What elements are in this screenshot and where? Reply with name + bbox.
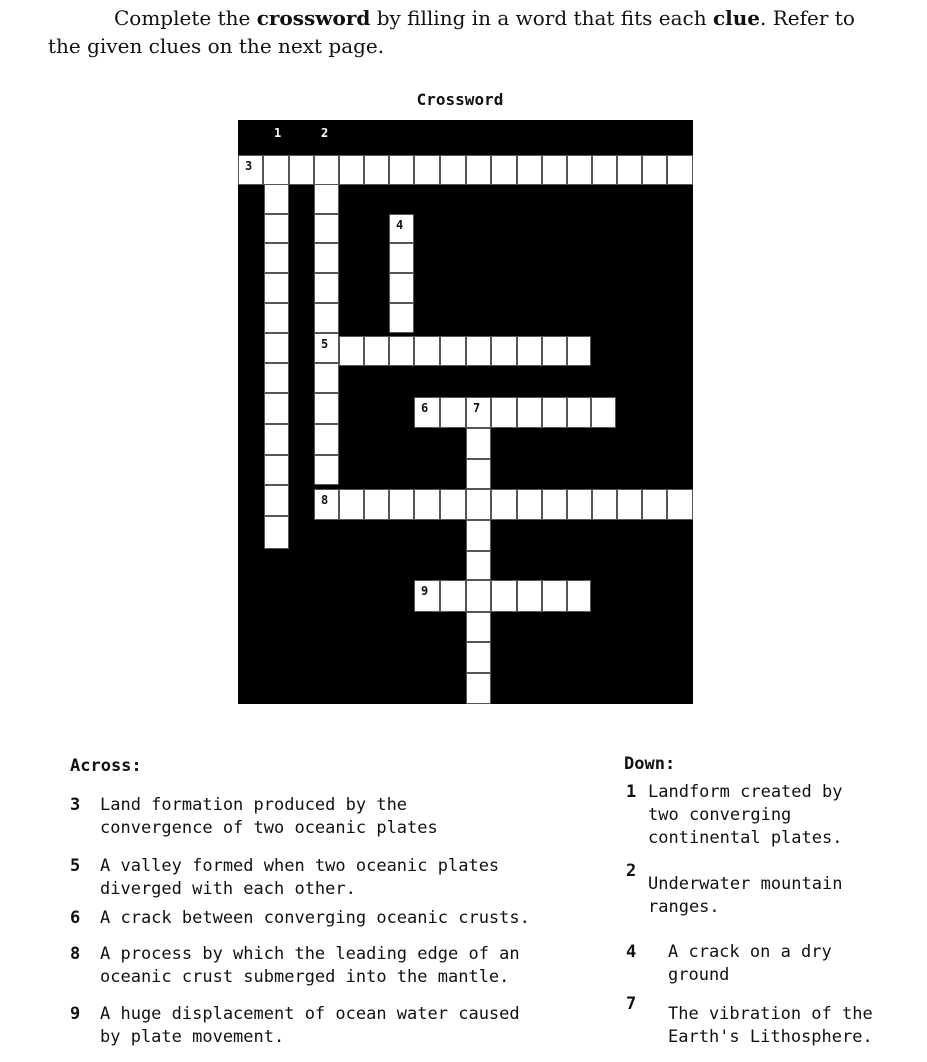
clue-text: Landform created by two converging continental plates.	[648, 782, 843, 848]
clue-number: 5	[70, 856, 81, 876]
grid-number-3: 3	[245, 159, 253, 173]
grid-number-8: 8	[321, 493, 329, 507]
across-9-cell[interactable]	[542, 580, 567, 612]
down-2-cell[interactable]	[314, 243, 339, 273]
across-9-cell[interactable]	[414, 580, 440, 612]
down-1-cell[interactable]	[264, 243, 289, 273]
across-3-cell[interactable]	[542, 155, 567, 185]
clue-text: The vibration of the Earth's Lithosphere.	[668, 1004, 873, 1047]
across-3-cell[interactable]	[414, 155, 440, 185]
instructions	[48, 4, 888, 60]
across-3-cell[interactable]	[617, 155, 642, 185]
across-8-cell[interactable]	[314, 489, 339, 520]
down-1-cell[interactable]	[264, 424, 289, 455]
across-3-cell[interactable]	[567, 155, 592, 185]
across-8-cell[interactable]	[617, 489, 642, 520]
down-1-cell[interactable]	[264, 516, 289, 549]
across-3-cell[interactable]	[491, 155, 517, 185]
across-3-cell[interactable]	[289, 155, 314, 185]
down-2-cell[interactable]	[314, 273, 339, 303]
across-heading: Across:	[70, 756, 142, 776]
clue-number: 7	[626, 994, 637, 1014]
down-2-cell[interactable]	[314, 455, 339, 485]
across-5-cell[interactable]	[414, 336, 440, 366]
grid-number-6: 6	[421, 401, 429, 415]
across-8-cell[interactable]	[389, 489, 414, 520]
across-9-cell[interactable]	[440, 580, 466, 612]
down-2-cell[interactable]	[314, 393, 339, 424]
clue-number: 3	[70, 795, 81, 815]
grid-number-1: 1	[274, 126, 282, 140]
across-9-cell[interactable]	[466, 580, 491, 612]
instructions-bold-crossword: crossword	[256, 6, 371, 30]
clue-text: Land formation produced by the convergence of two oceanic plates	[100, 795, 438, 838]
across-3-cell[interactable]	[667, 155, 693, 185]
down-4-cell[interactable]	[389, 273, 414, 303]
down-7-cell[interactable]	[466, 520, 491, 551]
clue-number: 9	[70, 1004, 81, 1024]
across-5-cell[interactable]	[491, 336, 517, 366]
across-8-cell[interactable]	[517, 489, 542, 520]
down-7-cell[interactable]	[466, 551, 491, 580]
across-8-cell[interactable]	[466, 489, 491, 520]
down-clue-1	[626, 781, 916, 850]
clue-number: 2	[626, 861, 637, 881]
down-2-cell[interactable]	[314, 184, 339, 214]
down-1-cell[interactable]	[264, 303, 289, 333]
across-3-cell[interactable]	[263, 155, 289, 185]
down-heading: Down:	[624, 754, 676, 774]
clue-number: 8	[70, 944, 81, 964]
across-9-cell[interactable]	[491, 580, 517, 612]
clue-number: 1	[626, 782, 637, 802]
across-clue-3	[70, 794, 590, 840]
down-7-cell[interactable]	[466, 428, 491, 459]
across-8-cell[interactable]	[440, 489, 466, 520]
across-3-cell[interactable]	[466, 155, 491, 185]
crossword-grid	[238, 120, 693, 704]
across-5-cell[interactable]	[567, 336, 591, 366]
down-2-cell[interactable]	[314, 363, 339, 393]
across-8-cell[interactable]	[642, 489, 667, 520]
down-2-cell[interactable]	[314, 333, 339, 363]
down-1-cell[interactable]	[264, 393, 289, 424]
across-3-cell[interactable]	[314, 155, 339, 185]
across-6-cell[interactable]	[491, 397, 517, 428]
across-5-cell[interactable]	[542, 336, 567, 366]
down-clue-7	[626, 993, 916, 1049]
across-8-cell[interactable]	[542, 489, 567, 520]
clue-text: A process by which the leading edge of an oceanic crust submerged into the mantle.	[100, 944, 520, 987]
across-3-cell[interactable]	[642, 155, 667, 185]
down-2-cell[interactable]	[314, 214, 339, 243]
across-8-cell[interactable]	[339, 489, 364, 520]
clue-text: A valley formed when two oceanic plates diverged with each other.	[100, 856, 500, 899]
down-7-cell[interactable]	[466, 612, 491, 642]
grid-number-9: 9	[421, 584, 429, 598]
clue-text: A crack between converging oceanic crusts.	[100, 908, 530, 928]
across-6-cell[interactable]	[466, 397, 491, 428]
across-5-cell[interactable]	[440, 336, 466, 366]
clue-text: A crack on a dry ground	[668, 942, 832, 985]
down-1-cell[interactable]	[264, 333, 289, 363]
across-8-cell[interactable]	[567, 489, 592, 520]
down-7-cell[interactable]	[466, 642, 491, 673]
across-3-cell[interactable]	[389, 155, 414, 185]
down-1-cell[interactable]	[264, 184, 289, 214]
across-3-cell[interactable]	[592, 155, 617, 185]
across-6-cell[interactable]	[542, 397, 567, 428]
down-1-cell[interactable]	[264, 455, 289, 485]
across-clue-8	[70, 943, 590, 989]
clue-number: 4	[626, 942, 637, 962]
across-3-cell[interactable]	[440, 155, 466, 185]
across-5-cell[interactable]	[517, 336, 542, 366]
across-6-cell[interactable]	[591, 397, 616, 428]
down-4-cell[interactable]	[389, 214, 414, 243]
across-9-cell[interactable]	[517, 580, 542, 612]
across-3-cell[interactable]	[238, 155, 263, 185]
crossword-title: Crossword	[416, 90, 504, 109]
clue-text: A huge displacement of ocean water caused by plate movement.	[100, 1004, 520, 1047]
across-8-cell[interactable]	[592, 489, 617, 520]
down-1-cell[interactable]	[264, 485, 289, 516]
across-clue-5	[70, 855, 590, 901]
across-3-cell[interactable]	[364, 155, 389, 185]
across-5-cell[interactable]	[364, 336, 389, 366]
across-6-cell[interactable]	[440, 397, 466, 428]
across-clue-6	[70, 907, 590, 930]
instructions-text-2: by filling in a word that fits each	[370, 6, 713, 30]
across-5-cell[interactable]	[466, 336, 491, 366]
clue-text: Underwater mountain ranges.	[648, 874, 843, 917]
grid-number-7: 7	[473, 401, 481, 415]
down-clue-2	[626, 860, 916, 919]
down-1-cell[interactable]	[264, 363, 289, 393]
across-6-cell[interactable]	[414, 397, 440, 428]
grid-number-5: 5	[321, 337, 329, 351]
down-7-cell[interactable]	[466, 459, 491, 489]
down-4-cell[interactable]	[389, 243, 414, 273]
down-1-cell[interactable]	[264, 273, 289, 303]
across-3-cell[interactable]	[339, 155, 364, 185]
across-clue-9	[70, 1003, 590, 1049]
across-8-cell[interactable]	[414, 489, 440, 520]
across-9-cell[interactable]	[567, 580, 591, 612]
down-4-cell[interactable]	[389, 303, 414, 333]
across-5-cell[interactable]	[339, 336, 364, 366]
down-clue-4	[626, 941, 916, 987]
down-7-cell[interactable]	[466, 673, 491, 704]
across-8-cell[interactable]	[667, 489, 693, 520]
instructions-text-3: . Refer to the given clues on the next page.	[48, 6, 855, 58]
down-2-cell[interactable]	[314, 424, 339, 455]
grid-number-4: 4	[396, 218, 404, 232]
down-2-cell[interactable]	[314, 303, 339, 333]
across-8-cell[interactable]	[364, 489, 389, 520]
down-1-cell[interactable]	[264, 214, 289, 243]
clue-number: 6	[70, 908, 81, 928]
grid-number-2: 2	[321, 126, 329, 140]
across-5-cell[interactable]	[389, 336, 414, 366]
across-6-cell[interactable]	[517, 397, 542, 428]
across-6-cell[interactable]	[567, 397, 591, 428]
instructions-bold-clue: clue	[712, 6, 761, 30]
instructions-text-1: Complete the	[114, 6, 257, 30]
across-3-cell[interactable]	[517, 155, 542, 185]
across-8-cell[interactable]	[491, 489, 517, 520]
